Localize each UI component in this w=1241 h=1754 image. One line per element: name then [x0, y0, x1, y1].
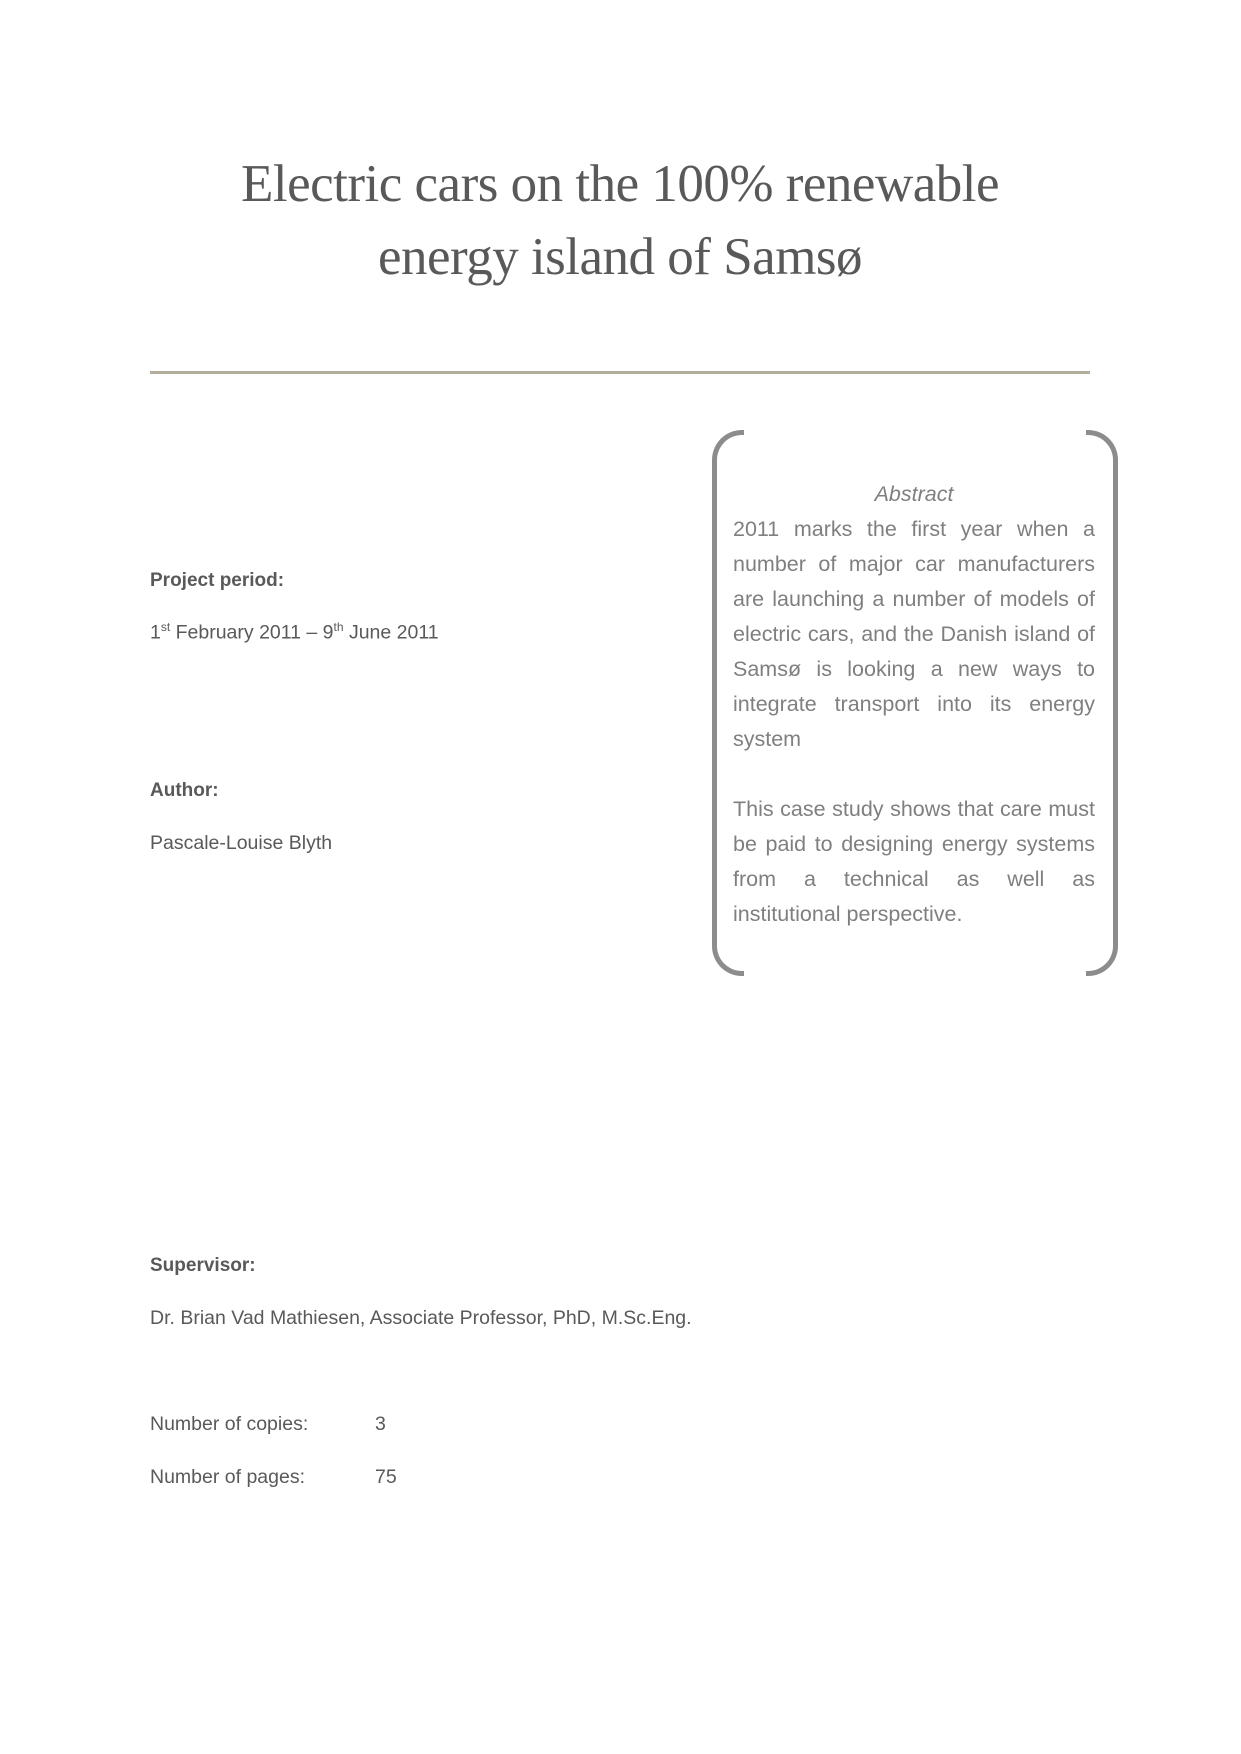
- copies-value: 3: [375, 1413, 386, 1435]
- supervisor-name: Dr. Brian Vad Mathiesen, Associate Professor, PhD, M.Sc.Eng.: [150, 1307, 692, 1329]
- project-period-value: [150, 620, 439, 645]
- abstract-box: [712, 430, 1118, 976]
- abstract-content: [733, 477, 1095, 932]
- project-period-label: Project period:: [150, 570, 285, 591]
- start-day: 1: [150, 621, 161, 644]
- end-day-suffix: th: [333, 620, 344, 634]
- pages-label: Number of pages:: [150, 1466, 306, 1488]
- start-rest: February 2011 – 9: [170, 621, 334, 644]
- document-title: [150, 148, 1090, 294]
- supervisor-label: Supervisor:: [150, 1255, 256, 1276]
- author-label: Author:: [150, 780, 219, 801]
- start-day-suffix: st: [160, 620, 171, 634]
- abstract-paragraph-2: This case study shows that care must be paid to designing energy systems from a technical as well as institutional perspective.: [733, 797, 1095, 926]
- end-rest: June 2011: [343, 621, 439, 644]
- copies-label: Number of copies:: [150, 1413, 309, 1435]
- copies-row: [150, 1413, 386, 1436]
- abstract-paragraph-1: 2011 marks the first year when a number of major car manufacturers are launching a number of models of electric cars, and the Danish island of Samsø is looking a new ways to integrate transport into its energy system: [733, 517, 1095, 751]
- pages-value: 75: [375, 1466, 397, 1488]
- pages-row: [150, 1466, 397, 1489]
- title-line-2: energy island of Samsø: [377, 228, 863, 286]
- title-divider: [150, 371, 1090, 374]
- abstract-heading: Abstract: [874, 482, 954, 506]
- author-name: Pascale-Louise Blyth: [150, 832, 333, 854]
- title-line-1: Electric cars on the 100% renewable: [241, 155, 999, 213]
